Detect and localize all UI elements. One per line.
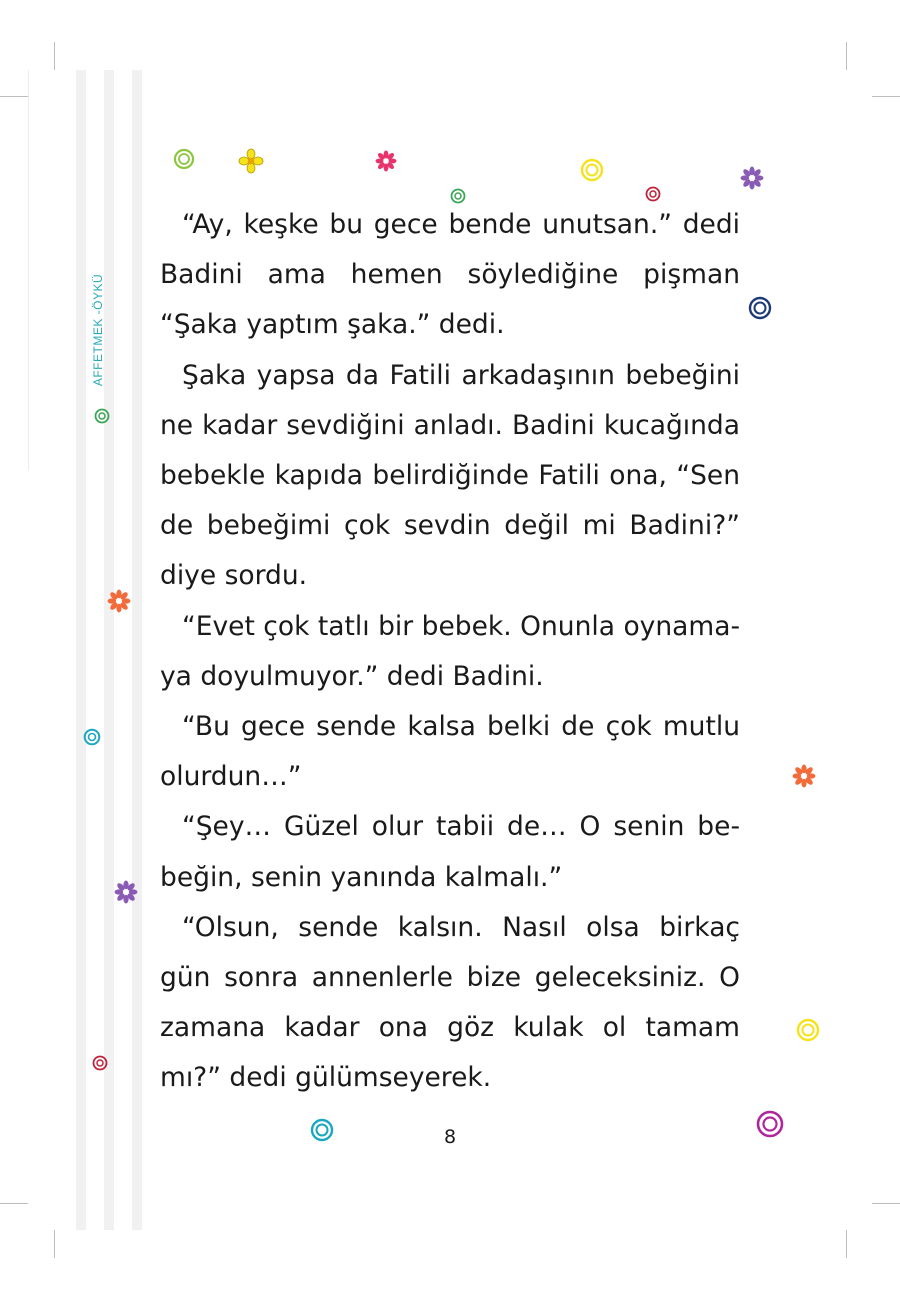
ring-icon bbox=[92, 1055, 108, 1071]
section-label: AFFETMEK -ÖYKÜ bbox=[91, 273, 105, 387]
flower-icon bbox=[792, 764, 816, 788]
margin-stripe bbox=[132, 70, 142, 1230]
crop-mark bbox=[872, 1203, 900, 1204]
ring-icon bbox=[796, 1018, 820, 1042]
margin-line bbox=[28, 70, 29, 470]
ring-icon bbox=[94, 408, 110, 424]
ring-icon bbox=[83, 728, 101, 746]
flower-icon bbox=[114, 880, 138, 904]
ring-icon bbox=[748, 296, 772, 320]
flower-icon bbox=[375, 150, 397, 172]
flower-icon bbox=[740, 166, 764, 190]
ring-icon bbox=[580, 158, 604, 182]
crop-mark bbox=[54, 42, 55, 70]
flower-icon bbox=[107, 589, 131, 613]
story-text bbox=[160, 200, 740, 1104]
paragraph: “Evet çok tatlı bir bebek. Onunla oynamaya doyulmuyor.” dedi Badini. bbox=[160, 610, 740, 692]
paragraph: “Şey… Güzel olur tabii de… O senin bebeğin, senin yanında kalmalı.” bbox=[160, 811, 740, 893]
flower-icon bbox=[238, 148, 264, 174]
margin-stripe bbox=[76, 70, 86, 1230]
crop-mark bbox=[846, 42, 847, 70]
crop-mark bbox=[0, 1203, 28, 1204]
crop-mark bbox=[872, 96, 900, 97]
crop-mark bbox=[0, 96, 28, 97]
paragraph: “Olsun, sende kalsın. Nasıl olsa birkaç gün sonra annenlerle bize geleceksiniz. O zamana kadar ona göz kulak ol tamam mı?” dedi gülümseyerek. bbox=[160, 911, 740, 1094]
crop-mark bbox=[846, 1230, 847, 1258]
paragraph: Şaka yapsa da Fatili arkadaşının bebeğini ne kadar sevdiğini anladı. Badini kucağında bebekle kapıda belirdiğinde Fatili ona, “Sen de bebeğimi çok sevdin değil mi Badini?” diye sordu. bbox=[160, 359, 740, 592]
paragraph: “Ay, keşke bu gece bende unutsan.” dedi Badini ama hemen söylediğine pişman “Şaka yaptım şaka.” dedi. bbox=[160, 209, 740, 341]
ring-icon bbox=[173, 148, 195, 170]
crop-mark bbox=[54, 1230, 55, 1258]
ring-icon bbox=[310, 1118, 334, 1142]
ring-icon bbox=[756, 1110, 784, 1138]
page-number: 8 bbox=[443, 1126, 457, 1148]
paragraph: “Bu gece sende kalsa belki de çok mutlu olurdun…” bbox=[160, 711, 740, 793]
